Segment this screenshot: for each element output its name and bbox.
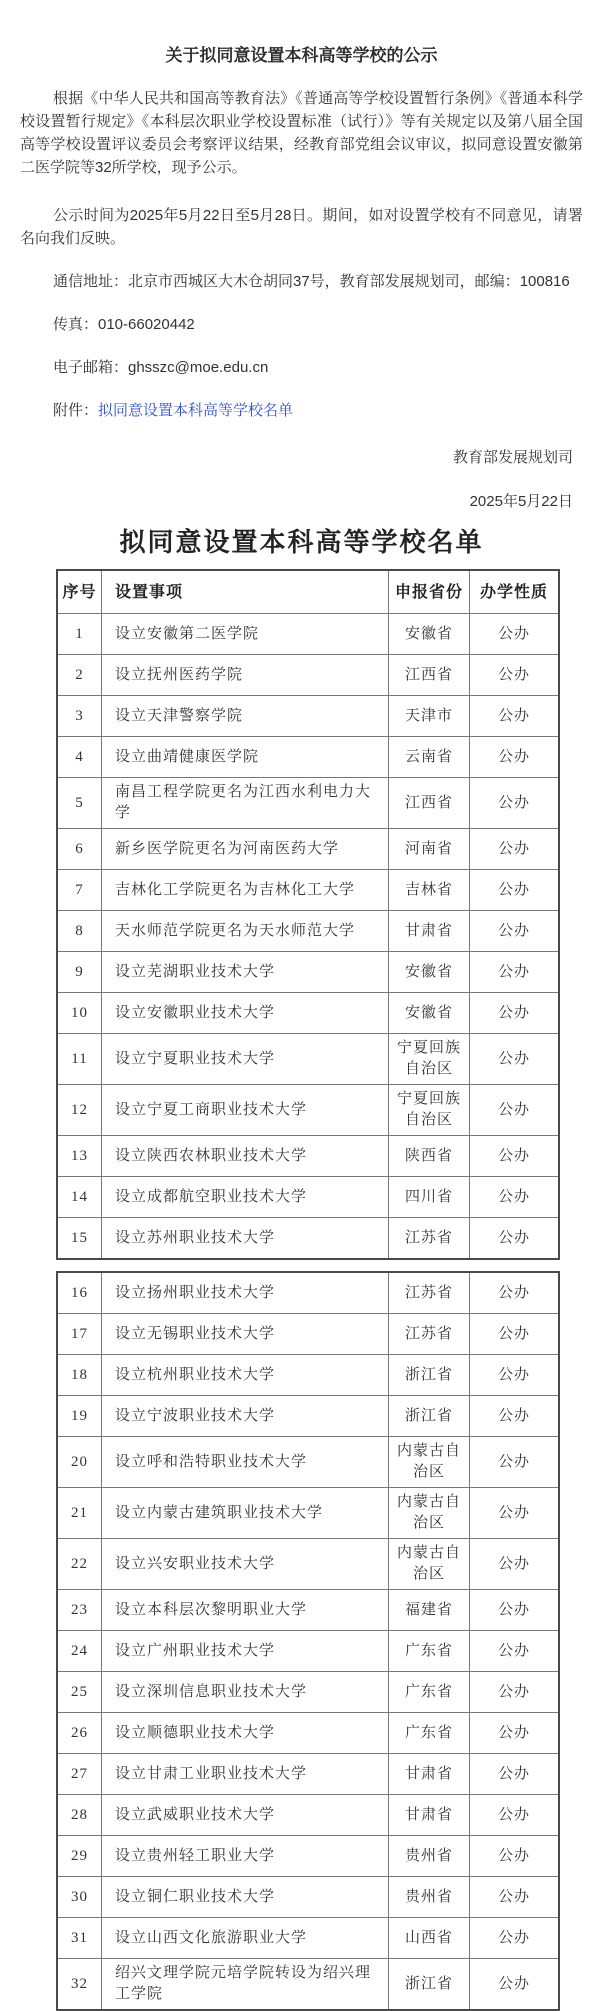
cell-item: 设立本科层次黎明职业大学 <box>102 1590 389 1630</box>
cell-province: 江西省 <box>389 778 470 828</box>
cell-item: 设立内蒙古建筑职业技术大学 <box>102 1488 389 1538</box>
cell-no: 6 <box>58 829 102 869</box>
table-row <box>58 1135 558 1176</box>
table-row <box>58 869 558 910</box>
cell-nature: 公办 <box>497 794 530 811</box>
table-row <box>58 1671 558 1712</box>
table-row <box>58 1630 558 1671</box>
cell-nature: 公办 <box>497 1806 530 1823</box>
cell-no: 21 <box>58 1488 102 1538</box>
cell-nature: 公办 <box>497 1929 530 1946</box>
cell-province: 甘肃省 <box>389 911 470 951</box>
cell-no: 22 <box>58 1539 102 1589</box>
cell-province: 内蒙古自治区 <box>389 1437 470 1487</box>
paragraph-legal-basis: 根据《中华人民共和国高等教育法》《普通高等学校设置暂行条例》《普通本科学校设置暂行规定》《本科层次职业学校设置标准（试行）》等有关规定以及第八届全国高等学校设置评议委员会考察评议结果，经教育部党组会议审议，拟同意设置安徽第二医学院等32所学校，现予公示。 <box>20 90 583 176</box>
cell-no: 18 <box>58 1355 102 1395</box>
cell-no: 10 <box>58 993 102 1033</box>
paragraph-publicity-period: 公示时间为2025年5月22日至5月28日。期间，如对设置学校有不同意见，请署名向我们反映。 <box>20 207 583 247</box>
cell-province: 浙江省 <box>389 1959 470 2009</box>
table-row <box>58 1753 558 1794</box>
cell-item: 设立宁波职业技术大学 <box>102 1396 389 1436</box>
cell-nature: 公办 <box>497 1325 530 1342</box>
cell-no: 1 <box>58 614 102 654</box>
cell-item: 设立铜仁职业技术大学 <box>102 1877 389 1917</box>
cell-item: 设立安徽职业技术大学 <box>102 993 389 1033</box>
cell-province: 吉林省 <box>389 870 470 910</box>
cell-no: 23 <box>58 1590 102 1630</box>
table-row <box>58 828 558 869</box>
cell-nature: 公办 <box>497 1407 530 1424</box>
cell-no: 11 <box>58 1034 102 1084</box>
table-row <box>58 1313 558 1354</box>
cell-nature: 公办 <box>497 1188 530 1205</box>
cell-item: 设立深圳信息职业技术大学 <box>102 1672 389 1712</box>
cell-nature: 公办 <box>497 1504 530 1521</box>
table-row <box>58 1217 558 1258</box>
cell-no: 28 <box>58 1795 102 1835</box>
table-row <box>58 1876 558 1917</box>
cell-item: 绍兴文理学院元培学院转设为绍兴理工学院 <box>102 1959 389 2009</box>
table-header-row <box>58 571 558 613</box>
table-row <box>58 613 558 654</box>
cell-nature: 公办 <box>497 1765 530 1782</box>
cell-nature: 公办 <box>497 1847 530 1864</box>
cell-item: 设立贵州轻工职业大学 <box>102 1836 389 1876</box>
cell-province: 安徽省 <box>389 993 470 1033</box>
cell-no: 30 <box>58 1877 102 1917</box>
table-row <box>58 654 558 695</box>
cell-no: 13 <box>58 1136 102 1176</box>
table-row <box>58 1712 558 1753</box>
table-row <box>58 1273 558 1313</box>
cell-nature: 公办 <box>497 963 530 980</box>
table-row <box>58 1487 558 1538</box>
cell-item: 设立芜湖职业技术大学 <box>102 952 389 992</box>
table-row <box>58 1917 558 1958</box>
cell-item: 天水师范学院更名为天水师范大学 <box>102 911 389 951</box>
cell-nature: 公办 <box>497 1724 530 1741</box>
cell-nature: 公办 <box>497 922 530 939</box>
table-row <box>58 1176 558 1217</box>
cell-province: 广东省 <box>389 1713 470 1753</box>
cell-nature: 公办 <box>497 1601 530 1618</box>
cell-no: 29 <box>58 1836 102 1876</box>
cell-no: 14 <box>58 1177 102 1217</box>
cell-nature: 公办 <box>497 1555 530 1572</box>
announcement-page <box>0 44 603 2002</box>
cell-item: 设立武威职业技术大学 <box>102 1795 389 1835</box>
school-table-part-2 <box>56 1271 560 2011</box>
cell-item: 南昌工程学院更名为江西水利电力大学 <box>102 778 389 828</box>
cell-province: 四川省 <box>389 1177 470 1217</box>
cell-nature: 公办 <box>497 1147 530 1164</box>
cell-province: 贵州省 <box>389 1836 470 1876</box>
cell-province: 江苏省 <box>389 1218 470 1258</box>
cell-province: 广东省 <box>389 1672 470 1712</box>
cell-province: 宁夏回族自治区 <box>389 1034 470 1084</box>
cell-province: 山西省 <box>389 1918 470 1958</box>
table-row <box>58 1794 558 1835</box>
attachment-label: 附件： <box>53 402 99 419</box>
cell-item: 设立宁夏工商职业技术大学 <box>102 1085 389 1135</box>
cell-province: 河南省 <box>389 829 470 869</box>
cell-no: 3 <box>58 696 102 736</box>
cell-item: 设立无锡职业技术大学 <box>102 1314 389 1354</box>
cell-province: 江苏省 <box>389 1273 470 1313</box>
cell-no: 20 <box>58 1437 102 1487</box>
cell-no: 19 <box>58 1396 102 1436</box>
table-row <box>58 1538 558 1589</box>
table-row <box>58 1589 558 1630</box>
attachment-line <box>20 399 583 422</box>
header-no: 序号 <box>58 571 102 613</box>
cell-nature: 公办 <box>497 1004 530 1021</box>
table-row <box>58 910 558 951</box>
cell-province: 贵州省 <box>389 1877 470 1917</box>
table-row <box>58 1835 558 1876</box>
cell-no: 15 <box>58 1218 102 1258</box>
cell-item: 设立宁夏职业技术大学 <box>102 1034 389 1084</box>
header-nature: 办学性质 <box>479 583 548 601</box>
cell-nature: 公办 <box>497 1642 530 1659</box>
cell-nature: 公办 <box>497 1229 530 1246</box>
cell-province: 安徽省 <box>389 614 470 654</box>
cell-nature: 公办 <box>497 748 530 765</box>
document-title: 关于拟同意设置本科高等学校的公示 <box>165 46 438 65</box>
cell-nature: 公办 <box>497 666 530 683</box>
cell-province: 浙江省 <box>389 1355 470 1395</box>
cell-nature: 公办 <box>497 1050 530 1067</box>
table-row <box>58 1354 558 1395</box>
cell-nature: 公办 <box>497 1888 530 1905</box>
cell-province: 福建省 <box>389 1590 470 1630</box>
cell-province: 内蒙古自治区 <box>389 1539 470 1589</box>
table-row <box>58 1033 558 1084</box>
cell-nature: 公办 <box>497 1975 530 1992</box>
cell-province: 江西省 <box>389 655 470 695</box>
cell-no: 5 <box>58 778 102 828</box>
cell-no: 16 <box>58 1273 102 1313</box>
table-row <box>58 695 558 736</box>
cell-item: 设立扬州职业技术大学 <box>102 1273 389 1313</box>
cell-no: 24 <box>58 1631 102 1671</box>
signature-date: 2025年5月22日 <box>469 493 573 510</box>
cell-item: 设立兴安职业技术大学 <box>102 1539 389 1589</box>
attachment-link[interactable]: 拟同意设置本科高等学校名单 <box>98 402 294 419</box>
cell-no: 2 <box>58 655 102 695</box>
cell-nature: 公办 <box>497 1453 530 1470</box>
cell-no: 25 <box>58 1672 102 1712</box>
signature-department: 教育部发展规划司 <box>452 449 573 466</box>
cell-no: 26 <box>58 1713 102 1753</box>
cell-item: 设立甘肃工业职业技术大学 <box>102 1754 389 1794</box>
cell-nature: 公办 <box>497 625 530 642</box>
cell-item: 设立顺德职业技术大学 <box>102 1713 389 1753</box>
cell-province: 内蒙古自治区 <box>389 1488 470 1538</box>
contact-email-line: 电子邮箱：ghsszc@moe.edu.cn <box>53 359 269 376</box>
header-item: 设置事项 <box>102 571 389 613</box>
table-row <box>58 777 558 828</box>
cell-item: 设立杭州职业技术大学 <box>102 1355 389 1395</box>
cell-no: 7 <box>58 870 102 910</box>
cell-item: 设立呼和浩特职业技术大学 <box>102 1437 389 1487</box>
table-row <box>58 1395 558 1436</box>
table-row <box>58 951 558 992</box>
cell-no: 8 <box>58 911 102 951</box>
cell-item: 设立广州职业技术大学 <box>102 1631 389 1671</box>
cell-item: 新乡医学院更名为河南医药大学 <box>102 829 389 869</box>
cell-province: 云南省 <box>389 737 470 777</box>
cell-province: 甘肃省 <box>389 1795 470 1835</box>
cell-province: 广东省 <box>389 1631 470 1671</box>
table-row <box>58 736 558 777</box>
cell-province: 甘肃省 <box>389 1754 470 1794</box>
table-title: 拟同意设置本科高等学校名单 <box>119 528 484 557</box>
cell-no: 17 <box>58 1314 102 1354</box>
cell-nature: 公办 <box>497 1284 530 1301</box>
table-row <box>58 992 558 1033</box>
table-row <box>58 1084 558 1135</box>
cell-nature: 公办 <box>497 707 530 724</box>
cell-no: 4 <box>58 737 102 777</box>
cell-nature: 公办 <box>497 881 530 898</box>
cell-province: 浙江省 <box>389 1396 470 1436</box>
cell-province: 天津市 <box>389 696 470 736</box>
cell-province: 安徽省 <box>389 952 470 992</box>
cell-item: 设立曲靖健康医学院 <box>102 737 389 777</box>
cell-no: 32 <box>58 1959 102 2009</box>
cell-no: 12 <box>58 1085 102 1135</box>
school-table-part-1 <box>56 569 560 1260</box>
cell-item: 设立天津警察学院 <box>102 696 389 736</box>
cell-item: 设立安徽第二医学院 <box>102 614 389 654</box>
cell-nature: 公办 <box>497 1366 530 1383</box>
cell-no: 27 <box>58 1754 102 1794</box>
cell-no: 9 <box>58 952 102 992</box>
table-row <box>58 1958 558 2009</box>
cell-item: 吉林化工学院更名为吉林化工大学 <box>102 870 389 910</box>
cell-item: 设立成都航空职业技术大学 <box>102 1177 389 1217</box>
cell-province: 陕西省 <box>389 1136 470 1176</box>
header-province: 申报省份 <box>389 571 470 613</box>
cell-item: 设立苏州职业技术大学 <box>102 1218 389 1258</box>
cell-province: 宁夏回族自治区 <box>389 1085 470 1135</box>
cell-item: 设立山西文化旅游职业大学 <box>102 1918 389 1958</box>
cell-nature: 公办 <box>497 1683 530 1700</box>
cell-province: 江苏省 <box>389 1314 470 1354</box>
cell-nature: 公办 <box>497 1101 530 1118</box>
table-row <box>58 1436 558 1487</box>
cell-no: 31 <box>58 1918 102 1958</box>
cell-nature: 公办 <box>497 840 530 857</box>
cell-item: 设立陕西农林职业技术大学 <box>102 1136 389 1176</box>
contact-fax-line: 传真：010-66020442 <box>53 316 195 333</box>
cell-item: 设立抚州医药学院 <box>102 655 389 695</box>
contact-address-line: 通信地址：北京市西城区大木仓胡同37号，教育部发展规划司，邮编：100816 <box>53 273 570 290</box>
